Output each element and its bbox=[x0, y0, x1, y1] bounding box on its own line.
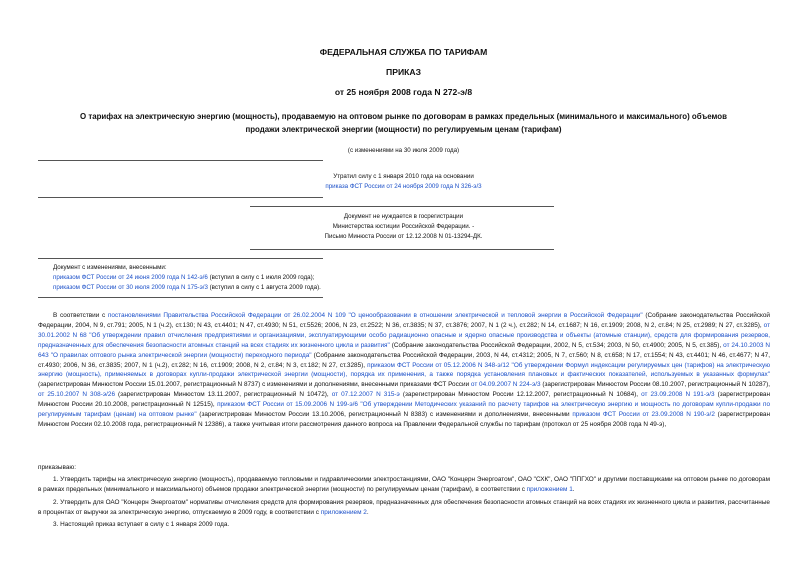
paragraph-text: (зарегистрирован Минюстом России 15.01.2007, регистрационный N 8737) с изменениями и дополнениями, внесенными приказами ФСТ России bbox=[38, 381, 471, 389]
paragraph-text: . bbox=[366, 508, 369, 516]
reference-link[interactable]: постановлениями Правительства Российской Федерации от 26.02.2004 N 109 "О ценообразовании в отношении электрической и тепловой энергии в Российской Федерации" bbox=[107, 312, 643, 319]
reference-link[interactable]: приказом ФСТ России от 15.09.2006 N 199-э/6 "Об утверждении Методических указаний по расчету тарифов на электрическую энергию и мощность по договорам купли-продажи по регулируемым тарифам (ценам) на оптовом рынке" bbox=[38, 401, 770, 419]
divider bbox=[38, 197, 323, 198]
registration-line3: Письмо Минюста России от 12.12.2008 N 01-13294-ДК. bbox=[324, 233, 483, 240]
reference-link[interactable]: от 30.01.2002 N 68 "Об утверждении правил отчисления предприятиями и организациями, эксплуатирующими особо радиационно опасные и ядерно опасные производства и объекты (атомные станции), средств для формирования резервов, предназначенных для обеспечения безопасности атомных станций на всех стадиях их жизненного цикла и развития" bbox=[38, 321, 770, 349]
paragraph-text: . bbox=[572, 485, 575, 493]
order-point-3 bbox=[38, 520, 770, 530]
amended-note: (с изменениями на 30 июля 2009 года) bbox=[347, 147, 460, 154]
doc-date: от 25 ноября 2008 года N 272-э/8 bbox=[334, 87, 473, 97]
changes-item-rest: (вступил в силу с 1 июля 2009 года); bbox=[207, 274, 315, 281]
paragraph-text: (Собрание законодательства Российской Федерации, 2003, N 44, ст.4312; 2005, N 7, ст.560; N 8, ст.658; N 17, ст.1554; N 43, ст.4401; N 46, ст.4677; N 47, ст.4930; 2006, N 36, ст.3835; 2007, N 1 (ч.2), ст.282; N 16, ст.1909; 2008, N 2, ст.84; N 3, ст.182; N 27, ст.3285), bbox=[38, 351, 771, 369]
changes-link[interactable]: приказом ФСТ России от 24 июня 2009 года N 142-э/6 bbox=[53, 274, 208, 281]
paragraph-text: (Собрание законодательства Российской Федерации, 2004, N 9, ст.791; 2005, N 1 (ч.2), ст.130; N 43, ст.4401; N 47, ст.4930; N 51, ст.5526; 2006, N 23, ст.2522; N 36, ст.3835; N 37, ст.3876; 2007, N 1 (2 ч.), ст.282; N 14, ст.1687; N 16, ст.1909; 2008, N 2, ст.84; N 25, ст.2989; N 27, ст.3285), bbox=[38, 312, 770, 329]
reference-link[interactable]: от 24.10.2003 N 643 "О правилах оптового рынка электрической энергии (мощности) переходного периода" bbox=[38, 341, 770, 359]
divider bbox=[250, 206, 554, 207]
changes-item-rest: (вступил в силу с 1 августа 2009 года). bbox=[207, 284, 321, 291]
paragraph-text: (зарегистрирован Минюстом России 20.10.2008, регистрационный N 12515), bbox=[38, 391, 770, 409]
reference-link[interactable]: от 07.12.2007 N 315-э bbox=[331, 391, 400, 399]
expiry-line: Утратил силу с 1 января 2010 года на основании bbox=[333, 173, 474, 180]
reference-link[interactable]: приложением 1 bbox=[526, 485, 573, 493]
changes-title: Документ с изменениями, внесенными: bbox=[53, 264, 167, 271]
paragraph-text: В соответствии с bbox=[53, 312, 108, 319]
reference-link[interactable]: приложением 2 bbox=[320, 508, 367, 516]
expiry-link-wrap bbox=[0, 182, 807, 191]
order-word: приказываю: bbox=[38, 464, 76, 471]
reference-link[interactable]: от 23.09.2008 N 191-э/3 bbox=[641, 391, 715, 399]
paragraph-text: (зарегистрирован Минюстом России 13.10.2006, регистрационный N 8383) с изменениями и дополнениями, внесенными bbox=[196, 411, 573, 419]
divider bbox=[38, 297, 323, 298]
doc-title-line1: О тарифах на электрическую энергию (мощность), продаваемую на оптовом рынке по договорам в рамках предельных (минимального и максимального) объемов bbox=[80, 112, 727, 121]
changes-link[interactable]: приказом ФСТ России от 30 июля 2009 года N 175-э/3 bbox=[53, 284, 208, 291]
changes-item bbox=[53, 283, 321, 292]
reference-link[interactable]: приказом ФСТ России от 05.12.2006 N 348-э/12 "Об утверждении Формул индексации регулируемых цен (тарифов) на электрическую энергию (мощность), применяемых в договорах купли-продажи электрической энергии (мощности), порядка их применения, а также порядка установления плановых и фактических показателей, используемых в указанных формулах" bbox=[38, 361, 770, 379]
divider bbox=[250, 249, 554, 250]
reference-link[interactable]: от 04.09.2007 N 224-э/3 bbox=[470, 381, 541, 389]
doc-title-line2: продажи электрической энергии (мощности) по регулируемым ценам (тарифам) bbox=[245, 125, 562, 134]
registration-line1: Документ не нуждается в госрегистрации bbox=[343, 213, 464, 220]
expiry-link[interactable]: приказа ФСТ России от 24 ноября 2009 года N 326-э/3 bbox=[325, 183, 482, 190]
paragraph-text: (зарегистрирован Минюстом России 12.12.2007, регистрационный N 10684), bbox=[399, 391, 642, 399]
registration-line2: Министерства юстиции Российской Федерации. - bbox=[332, 223, 475, 230]
reference-link[interactable]: приказом ФСТ России от 23.09.2008 N 190-э/2 bbox=[572, 411, 715, 419]
doc-type: ПРИКАЗ bbox=[386, 67, 421, 77]
reference-link[interactable]: от 25.10.2007 N 308-э/26 bbox=[38, 391, 115, 399]
paragraph-text: (зарегистрирован Минюстом России 08.10.2007, регистрационный N 10287), bbox=[540, 381, 771, 389]
preamble-paragraph bbox=[38, 311, 770, 430]
divider bbox=[38, 160, 323, 161]
paragraph-text: (Собрание законодательства Российской Федерации, 2002, N 5, ст.534; 2003, N 50, ст.4900; 2005, N 5, ст.385), bbox=[389, 341, 724, 349]
paragraph-text: (зарегистрирован Минюстом России 02.10.2008 года, регистрационный N 12386), а также учитывая итоги рассмотрения данного вопроса на Правлении Федеральной службы по тарифам (протокол от 25 ноября 2008 года N 49-э), bbox=[38, 411, 770, 428]
paragraph-text: 2. Утвердить для ОАО "Концерн Энергоатом" нормативы отчисления средств для формирования резервов, предназначенных для обеспечения безопасности атомных станций на всех стадиях их жизненного цикла и развития, рассчитанные в процентах от выручки за электрическую энергию, отпускаемую в 2009 году, в соответствии с bbox=[38, 499, 770, 516]
paragraph-text: 3. Настоящий приказ вступает в силу с 1 января 2009 года. bbox=[53, 521, 230, 528]
agency-name: ФЕДЕРАЛЬНАЯ СЛУЖБА ПО ТАРИФАМ bbox=[319, 47, 488, 57]
order-point-1 bbox=[38, 475, 770, 495]
paragraph-text: (зарегистрирован Минюстом 13.11.2007, регистрационный N 10472), bbox=[115, 391, 332, 399]
divider bbox=[38, 258, 323, 259]
paragraph-text: 1. Утвердить тарифы на электрическую энергию (мощность), продаваемую тепловыми и гидравлическими электростанциями, ОАО "Концерн Энергоатом", ОАО "СХК", ОАО "ППГХО" и другими поставщиками на оптовом рынке по договорам в рамках предельных (минимального и максимального) объемов продажи электрической энергии (мощности) по регулируемым ценам (тарифам), в соответствии с bbox=[38, 476, 770, 493]
changes-item bbox=[53, 273, 314, 282]
order-point-2 bbox=[38, 498, 770, 518]
